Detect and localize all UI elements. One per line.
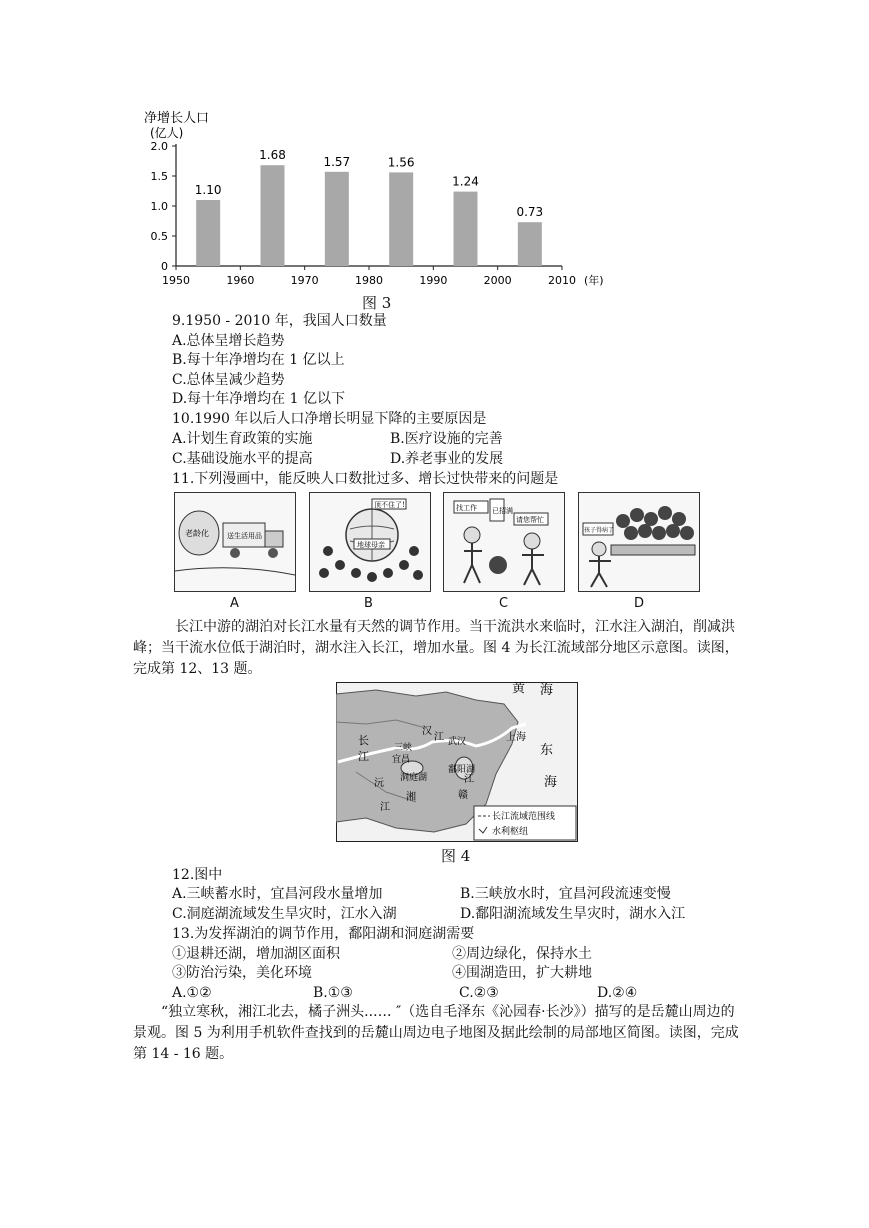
chart-bar xyxy=(325,172,349,266)
x-tick-label: 1990 xyxy=(419,274,448,287)
map-label-jiang: 江 xyxy=(358,750,369,763)
x-tick-label: 2010 xyxy=(548,274,576,287)
cartoon-c-text-job: 找工作 xyxy=(456,504,477,512)
map-label-jiang-3: 江 xyxy=(464,774,474,785)
chart-bar xyxy=(518,222,542,266)
q10-option-b[interactable]: B.医疗设施的完善 xyxy=(390,431,503,447)
cartoon-c-label: C xyxy=(499,596,509,611)
map-label-gan: 赣 xyxy=(458,790,468,801)
q13-option-a[interactable]: A.①② xyxy=(172,985,212,1001)
map-label-wuhan: 武汉 xyxy=(448,737,467,747)
x-tick-label: 1950 xyxy=(162,274,190,287)
chart-bar xyxy=(261,165,285,266)
y-tick-label: 1.0 xyxy=(150,200,168,213)
bar-value-label: 1.56 xyxy=(387,155,415,170)
intro-paragraph-12-13: 长江中游的湖泊对长江水量有天然的调节作用。当干流洪水来临时，江水注入湖泊，削减洪峰；当干流水位低于湖泊时，湖水注入长江，增加水量。图 4 为长江流域部分地区示意图。读图，完成第 12、13 题。 xyxy=(133,619,739,677)
q13-option-c[interactable]: C.②③ xyxy=(459,985,499,1001)
chart-bar xyxy=(454,192,478,266)
q13-statement-2: ②周边绿化，保持水土 xyxy=(452,946,592,962)
map-label-east: 东 xyxy=(540,743,554,758)
q9-option-a[interactable]: A.总体呈增长趋势 xyxy=(172,333,285,349)
cartoon-b-text-bubble: 顶不住了! xyxy=(374,501,405,509)
q9-option-b[interactable]: B.每十年净增均在 1 亿以上 xyxy=(172,352,345,368)
q10-option-d[interactable]: D.养老事业的发展 xyxy=(390,451,504,467)
population-bar-chart xyxy=(130,100,630,300)
q13-statement-4: ④围湖造田，扩大耕地 xyxy=(452,965,592,981)
x-tick-label: 1960 xyxy=(226,274,255,287)
map-label-shanghai: 上海 xyxy=(506,732,526,743)
cartoon-a-drawing xyxy=(175,493,295,591)
chart-x-axis-label: (年) xyxy=(584,274,604,287)
map-label-sanxia: 三峡 xyxy=(394,743,413,753)
bar-value-label: 1.68 xyxy=(259,148,286,163)
y-tick-label: 1.5 xyxy=(150,170,168,183)
bar-value-label: 1.10 xyxy=(194,183,222,197)
q12-option-a[interactable]: A.三峡蓄水时，宜昌河段水量增加 xyxy=(172,886,383,902)
cartoon-c-text-full: 已招满 xyxy=(492,507,513,515)
cartoon-b[interactable] xyxy=(309,492,431,592)
q9-option-c[interactable]: C.总体呈减少趋势 xyxy=(172,372,285,388)
q9-option-d[interactable]: D.每十年净增均在 1 亿以下 xyxy=(172,391,345,407)
q12-option-b[interactable]: B.三峡放水时，宜昌河段流速变慢 xyxy=(460,886,671,902)
q12-option-c[interactable]: C.洞庭湖流域发生旱灾时，江水入湖 xyxy=(172,906,397,922)
cartoon-c[interactable] xyxy=(443,492,565,592)
q13-stem: 13.为发挥湖泊的调节作用，鄱阳湖和洞庭湖需要 xyxy=(172,926,475,942)
q10-option-c[interactable]: C.基础设施水平的提高 xyxy=(172,451,313,467)
q12-stem: 12.图中 xyxy=(172,867,223,883)
x-tick-label: 1980 xyxy=(355,274,383,287)
chart-bar xyxy=(196,200,220,266)
cartoon-a-label: A xyxy=(230,596,239,611)
chart-y-unit: (亿人) xyxy=(150,126,184,140)
cartoon-d[interactable] xyxy=(578,492,700,592)
cartoon-b-label: B xyxy=(364,596,373,611)
cartoon-a-text-truck: 送生活用品 xyxy=(227,532,262,540)
map-label-han: 汉 xyxy=(422,726,432,737)
yangtze-basin-map xyxy=(336,682,578,842)
map-label-sea-2: 海 xyxy=(544,775,558,790)
map-label-yellow: 黄 xyxy=(512,682,526,696)
q13-option-d[interactable]: D.②④ xyxy=(597,985,638,1001)
map-label-xiang: 湘 xyxy=(406,792,416,803)
cartoon-a-text-aging: 老龄化 xyxy=(185,529,209,538)
bar-value-label: 1.57 xyxy=(323,154,351,169)
q13-option-b[interactable]: B.①③ xyxy=(313,985,353,1001)
map-label-jiang-2: 江 xyxy=(380,802,390,813)
figure-3-caption: 图 3 xyxy=(362,294,392,312)
legend-boundary-label: 长江流域范围线 xyxy=(492,812,556,822)
intro-paragraph-14-16: “独立寒秋，湘江北去，橘子洲头..…. ″（选自毛泽东《沁园春·长沙》）描写的是岳麓山周边的景观。图 5 为利用手机软件查找到的岳麓山周边电子地图及据此绘制的局部地区简图。读图，完成第 14 - 16 题。 xyxy=(133,1004,739,1062)
cartoon-d-label: D xyxy=(634,596,645,611)
map-label-chang: 长 xyxy=(358,734,369,747)
map-label-yuan: 沅 xyxy=(374,778,384,789)
cartoon-c-text-help: 请您帮忙 xyxy=(516,516,544,524)
cartoon-b-drawing xyxy=(310,493,430,591)
q10-stem: 10.1990 年以后人口净增长明显下降的主要原因是 xyxy=(172,411,487,427)
q10-option-a[interactable]: A.计划生育政策的实施 xyxy=(172,431,313,447)
figure-4-caption: 图 4 xyxy=(441,847,471,865)
map-label-sea-1: 海 xyxy=(540,683,554,698)
cartoon-a[interactable] xyxy=(174,492,296,592)
map-label-poyang: 鄱阳湖 xyxy=(448,765,476,775)
cartoon-b-text-earth: 地球母亲 xyxy=(357,541,385,549)
x-tick-label: 2000 xyxy=(483,274,512,287)
x-tick-label: 1970 xyxy=(290,274,319,287)
map-label-han-jiang: 江 xyxy=(434,732,444,743)
map-label-yichang: 宜昌 xyxy=(392,755,411,765)
q13-statement-3: ③防治污染，美化环境 xyxy=(172,965,312,981)
q9-stem: 9.1950 - 2010 年，我国人口数量 xyxy=(172,313,387,329)
y-tick-label: 2.0 xyxy=(150,140,168,153)
cartoon-d-drawing xyxy=(579,493,699,591)
y-tick-label: 0.5 xyxy=(150,230,168,243)
cartoon-d-text-sick: 孩子得病了 xyxy=(584,527,615,534)
q12-option-d[interactable]: D.鄱阳湖流域发生旱灾时，湖水入江 xyxy=(460,906,686,922)
q11-stem: 11.下列漫画中，能反映人口数批过多、增长过快带来的问题是 xyxy=(172,471,559,487)
bar-value-label: 0.73 xyxy=(516,205,544,220)
legend-dam-label: 水利枢纽 xyxy=(492,827,529,837)
chart-bar xyxy=(389,172,413,266)
q13-statement-1: ①退耕还湖，增加湖区面积 xyxy=(172,946,340,962)
map-label-dongting: 洞庭湖 xyxy=(400,773,428,783)
y-tick-label: 0 xyxy=(161,260,168,273)
bar-value-label: 1.24 xyxy=(452,174,479,189)
cartoon-c-drawing xyxy=(444,493,564,591)
chart-y-axis-label: 净增长人口 xyxy=(144,111,210,126)
